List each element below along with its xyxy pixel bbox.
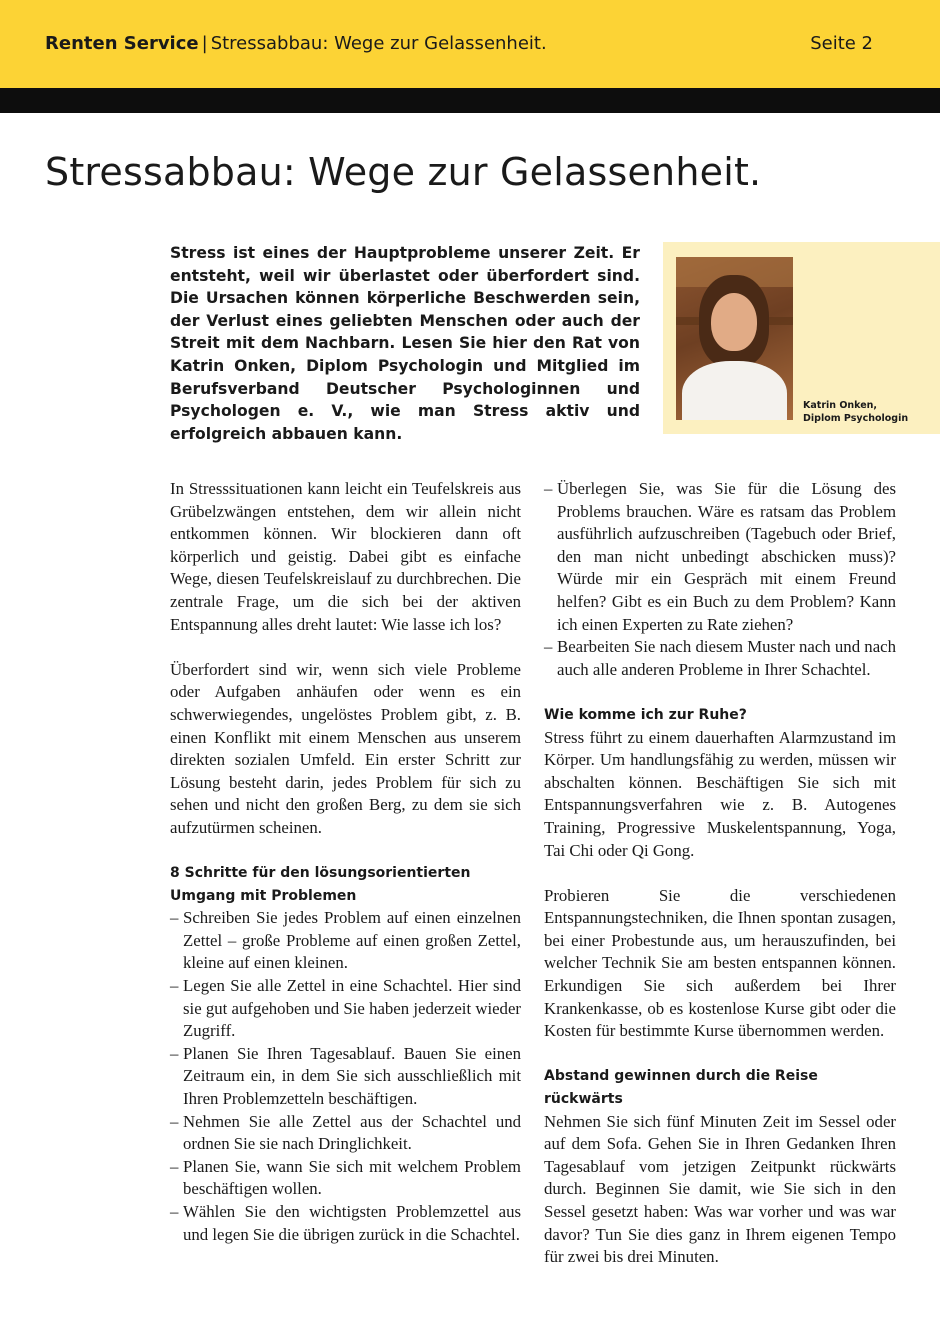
header-separator: | xyxy=(201,33,208,54)
list-dash: – xyxy=(544,479,553,498)
list-item: – Überlegen Sie, was Sie für die Lösung des Problems brauchen. Wäre es ratsam das Problem ausführlich aufzuschreiben (Tagebuch oder Brief, den man nicht unbedingt abschicken muss)? Würde mir ein Gespräch mit einem Freund helfen? Gibt es ein Buch zu dem Problem? Kann ich einen Experten zu Rate ziehen? xyxy=(544,479,896,634)
list-item: – Legen Sie alle Zettel in eine Schachtel. Hier sind sie gut aufgehoben und Sie haben jederzeit wieder Zugriff. xyxy=(170,976,521,1041)
section-heading-steps: 8 Schritte für den lösungsorientierten Umgang mit Problemen xyxy=(170,865,471,904)
list-dash: – xyxy=(170,976,179,996)
list-item: – Schreiben Sie jedes Problem auf einen einzelnen Zettel – große Probleme auf einen großen Zettel, kleine auf einen kleinen. xyxy=(170,908,521,973)
list-dash: – xyxy=(544,637,553,657)
list-item: – Planen Sie, wann Sie sich mit welchem Problem beschäftigen wollen. xyxy=(170,1156,521,1199)
caption-title: Diplom Psychologin xyxy=(803,413,909,424)
header-divider-bar xyxy=(0,88,940,113)
list-dash: – xyxy=(170,1202,179,1221)
list-dash: – xyxy=(170,1043,179,1063)
running-header xyxy=(45,33,547,54)
list-item: – Planen Sie Ihren Tagesablauf. Bauen Sie einen Zeitraum ein, in dem Sie sich ausschließlich mit Ihren Problemzetteln beschäftigen. xyxy=(170,1043,521,1109)
right-column xyxy=(544,478,896,1269)
list-item: – Nehmen Sie alle Zettel aus der Schachtel und ordnen Sie sie nach Dringlichkeit. xyxy=(170,1111,521,1154)
list-dash: – xyxy=(170,1156,179,1176)
body-paragraph: Stress führt zu einem dauerhaften Alarmzustand im Körper. Um handlungsfähig zu werden, müssen wir abschalten können. Beschäftigen Sie sich mit Entspannungsverfahren wie z. B. Autogenes Training, Progressive Muskelentspannung, Yoga, Tai Chi oder Qi Gong. xyxy=(544,727,896,860)
photo-caption xyxy=(803,399,908,425)
body-paragraph: Nehmen Sie sich fünf Minuten Zeit im Sessel oder auf dem Sofa. Gehen Sie in Ihren Gedanken Ihren Tagesablauf vom jetzigen Zeitpunkt rückwärts durch. Beginnen Sie damit, wie Sie sich in den Sessel gesetzt haben: Was war vorher und was war davor? Tun Sie dies ganz in Ihrem eigenen Tempo für zwei bis drei Minuten. xyxy=(544,1111,896,1267)
section-heading-journey: Abstand gewinnen durch die Reise rückwärts xyxy=(544,1068,818,1108)
author-photo xyxy=(676,257,793,420)
list-dash: – xyxy=(170,908,179,928)
page-number: Seite 2 xyxy=(810,33,873,54)
list-dash: – xyxy=(170,1111,179,1131)
steps-list xyxy=(170,907,521,1246)
section-heading-rest: Wie komme ich zur Ruhe? xyxy=(544,706,747,723)
header-subtitle: Stressabbau: Wege zur Gelassenheit. xyxy=(210,33,547,54)
page-title: Stressabbau: Wege zur Gelassenheit. xyxy=(45,150,762,194)
list-item: – Bearbeiten Sie nach diesem Muster nach und nach auch alle anderen Probleme in Ihrer Schachtel. xyxy=(544,637,896,679)
list-item: – Wählen Sie den wichtigsten Problemzettel aus und legen Sie die übrigen zurück in die Schachtel. xyxy=(170,1202,521,1244)
body-paragraph: Probieren Sie die verschiedenen Entspannungstechniken, die Ihnen spontan zusagen, bei einer Probestunde aus, um herauszufinden, bei welcher Technik Sie am besten entspannen können. Erkundigen Sie sich außerdem bei Ihrer Krankenkasse, ob es kostenlose Kurse gibt oder die Kosten für bestimmte Kurse übernommen werden. xyxy=(544,885,896,1041)
caption-name: Katrin Onken, xyxy=(803,400,878,411)
body-paragraph: Überfordert sind wir, wenn sich viele Probleme oder Aufgaben anhäufen oder wenn es ein schwerwiegendes, ungelöstes Problem gibt, z. B. einen Konflikt mit einem Menschen aus unserem direkten sozialen Umfeld. Ein erster Schritt zur Lösung besteht darin, jedes Problem für sich zu sehen und nicht den großen Berg, zu dem sie sich aufzutürmen scheinen. xyxy=(170,659,521,837)
intro-paragraph: Stress ist eines der Hauptprobleme unserer Zeit. Er entsteht, weil wir überlastet oder überfordert sind. Die Ursachen können körperliche Beschwerden sein, der Verlust eines geliebten Menschen oder auch der Streit mit dem Nachbarn. Lesen Sie hier den Rat von Katrin Onken, Diplom Psychologin und Mitglied im Berufsverband Deutscher Psychologinnen und Psychologen e. V., wie man Stress aktiv und erfolgreich abbauen kann. xyxy=(170,244,640,443)
left-column xyxy=(170,478,521,1246)
body-paragraph: In Stresssituationen kann leicht ein Teufelskreis aus Grübelzwängen entstehen, dem wir allein nicht entkommen können. Wir blockieren dann oft körperlich und geistig. Dabei gibt es einfache Wege, diesen Teufelskreislauf zu durchbrechen. Die zentrale Frage, um die sich bei der aktiven Entspannung alles dreht lautet: Wie lasse ich los? xyxy=(170,479,521,634)
steps-list-continued xyxy=(544,478,896,681)
brand-name: Renten Service xyxy=(45,33,199,54)
